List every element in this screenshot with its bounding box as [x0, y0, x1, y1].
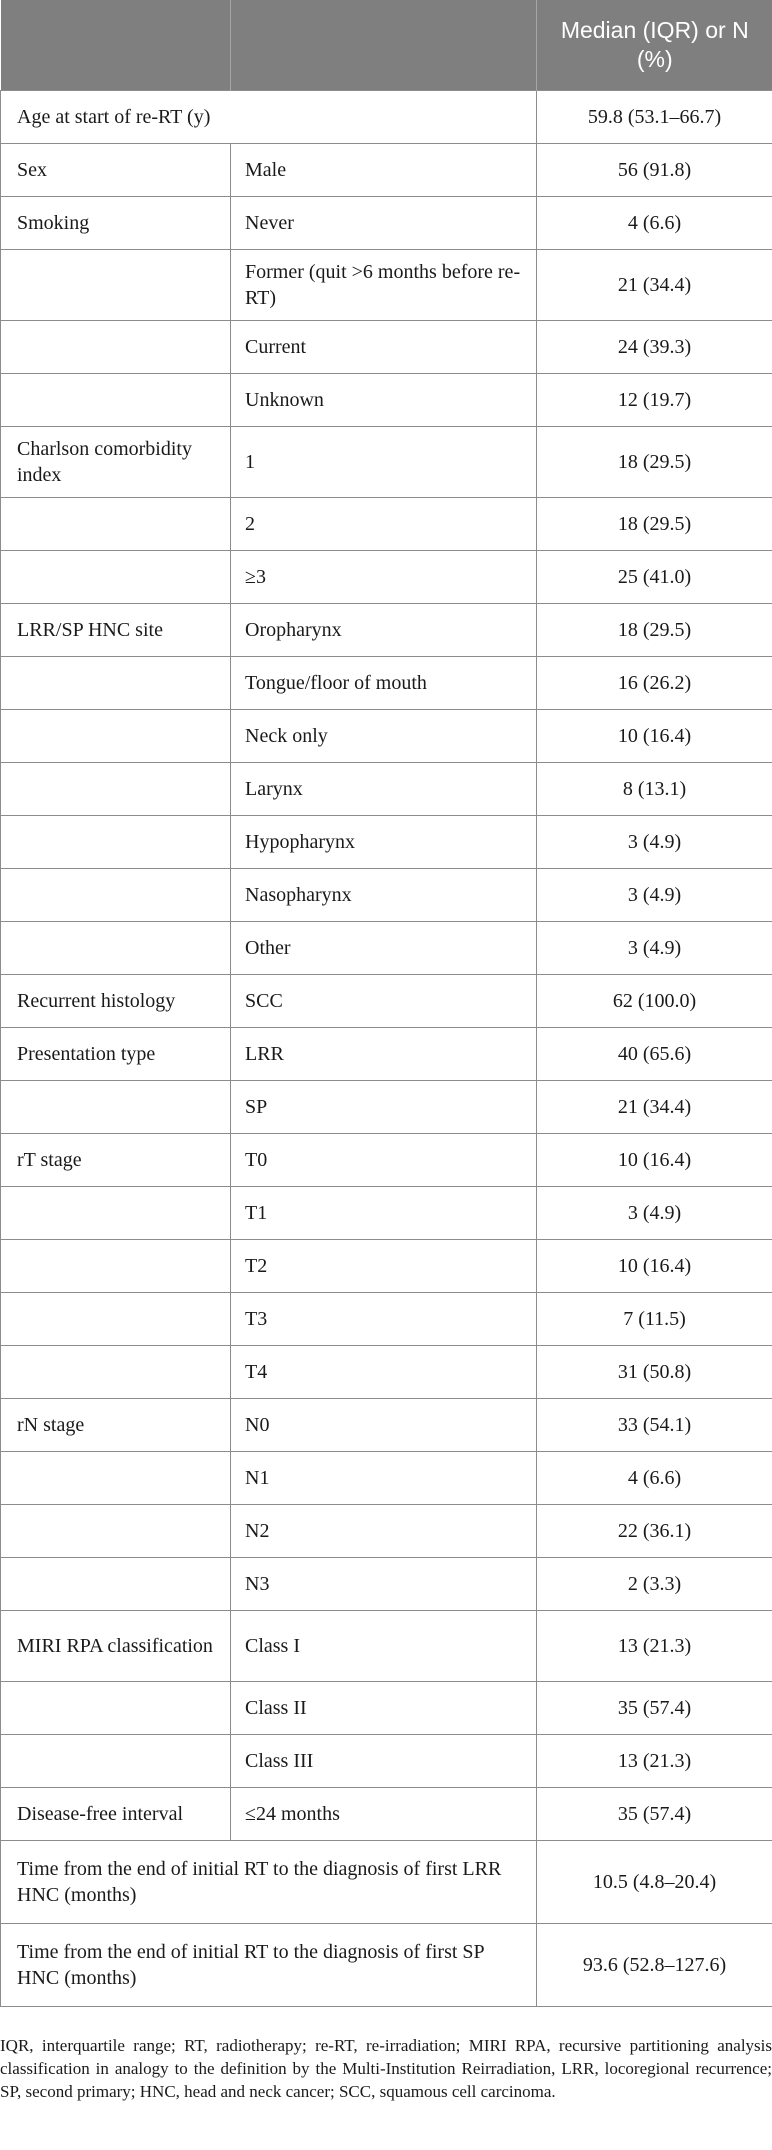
- table-row: [1, 427, 772, 498]
- row-category: SCC: [231, 975, 537, 1028]
- table-footnote: IQR, interquartile range; RT, radiotherapy; re-RT, re-irradiation; MIRI RPA, recursive partitioning analysis classification in analogy to the definition by the Multi-Institution Reirradiation, LRR, locoregional recurrence; SP, second primary; HNC, head and neck cancer; SCC, squamous cell carcinoma.: [0, 2036, 772, 2101]
- table-row: [1, 250, 772, 321]
- table-row: [1, 374, 772, 427]
- row-category: T0: [231, 1134, 537, 1187]
- row-characteristic: [1, 250, 231, 321]
- row-value: 59.8 (53.1–66.7): [537, 91, 772, 144]
- row-value: 7 (11.5): [537, 1293, 772, 1346]
- row-value: 12 (19.7): [537, 374, 772, 427]
- row-characteristic: [1, 1081, 231, 1134]
- row-value: 8 (13.1): [537, 763, 772, 816]
- row-category: Neck only: [231, 710, 537, 763]
- row-value: 35 (57.4): [537, 1682, 772, 1735]
- row-category: ≤24 months: [231, 1788, 537, 1841]
- table-row: [1, 816, 772, 869]
- table-row: [1, 1924, 772, 2007]
- row-category: 1: [231, 427, 537, 498]
- row-characteristic: [1, 551, 231, 604]
- row-characteristic: [1, 1346, 231, 1399]
- table-row: [1, 1735, 772, 1788]
- row-category: T1: [231, 1187, 537, 1240]
- row-category: Unknown: [231, 374, 537, 427]
- table-row: [1, 604, 772, 657]
- row-value: 2 (3.3): [537, 1558, 772, 1611]
- row-value: 10 (16.4): [537, 710, 772, 763]
- row-characteristic: [1, 657, 231, 710]
- row-value: 10 (16.4): [537, 1134, 772, 1187]
- table-row: [1, 1399, 772, 1452]
- row-category: Never: [231, 197, 537, 250]
- row-characteristic: Age at start of re-RT (y): [1, 91, 537, 144]
- row-category: Class III: [231, 1735, 537, 1788]
- row-value: 18 (29.5): [537, 604, 772, 657]
- row-characteristic: [1, 1452, 231, 1505]
- table-row: [1, 1558, 772, 1611]
- row-characteristic: rN stage: [1, 1399, 231, 1452]
- row-value: 35 (57.4): [537, 1788, 772, 1841]
- row-category: Male: [231, 144, 537, 197]
- row-category: Former (quit >6 months before re-RT): [231, 250, 537, 321]
- row-category: 2: [231, 498, 537, 551]
- table-row: [1, 1081, 772, 1134]
- row-category: LRR: [231, 1028, 537, 1081]
- row-category: SP: [231, 1081, 537, 1134]
- row-characteristic: rT stage: [1, 1134, 231, 1187]
- table-row: [1, 321, 772, 374]
- row-characteristic: Time from the end of initial RT to the diagnosis of first LRR HNC (months): [1, 1841, 537, 1924]
- header-cell-value: Median (IQR) or N (%): [537, 0, 772, 91]
- row-characteristic: [1, 1240, 231, 1293]
- table-row: [1, 1028, 772, 1081]
- row-value: 62 (100.0): [537, 975, 772, 1028]
- table-row: [1, 498, 772, 551]
- row-category: ≥3: [231, 551, 537, 604]
- row-characteristic: [1, 710, 231, 763]
- row-value: 3 (4.9): [537, 816, 772, 869]
- row-value: 33 (54.1): [537, 1399, 772, 1452]
- row-value: 10 (16.4): [537, 1240, 772, 1293]
- row-value: 31 (50.8): [537, 1346, 772, 1399]
- table-row: [1, 1187, 772, 1240]
- row-category: Other: [231, 922, 537, 975]
- row-characteristic: [1, 1293, 231, 1346]
- table-row: [1, 975, 772, 1028]
- table-row: [1, 551, 772, 604]
- row-value: 18 (29.5): [537, 498, 772, 551]
- row-value: 18 (29.5): [537, 427, 772, 498]
- row-value: 3 (4.9): [537, 1187, 772, 1240]
- row-category: N1: [231, 1452, 537, 1505]
- header-cell-characteristic: [1, 0, 231, 91]
- row-value: 13 (21.3): [537, 1611, 772, 1682]
- row-value: 3 (4.9): [537, 869, 772, 922]
- table-row: [1, 1346, 772, 1399]
- table-row: [1, 144, 772, 197]
- row-characteristic: Disease-free interval: [1, 1788, 231, 1841]
- row-characteristic: Charlson comorbidity index: [1, 427, 231, 498]
- table-row: [1, 1134, 772, 1187]
- row-category: N0: [231, 1399, 537, 1452]
- row-value: 4 (6.6): [537, 197, 772, 250]
- table-row: [1, 1841, 772, 1924]
- table-row: [1, 710, 772, 763]
- table-row: [1, 869, 772, 922]
- row-value: 22 (36.1): [537, 1505, 772, 1558]
- row-category: Class I: [231, 1611, 537, 1682]
- row-characteristic: [1, 498, 231, 551]
- row-value: 10.5 (4.8–20.4): [537, 1841, 772, 1924]
- row-characteristic: [1, 321, 231, 374]
- row-value: 93.6 (52.8–127.6): [537, 1924, 772, 2007]
- row-characteristic: [1, 374, 231, 427]
- table-row: [1, 922, 772, 975]
- row-category: Nasopharynx: [231, 869, 537, 922]
- table-row: [1, 1505, 772, 1558]
- row-value: 56 (91.8): [537, 144, 772, 197]
- row-value: 4 (6.6): [537, 1452, 772, 1505]
- row-characteristic: [1, 922, 231, 975]
- row-category: Oropharynx: [231, 604, 537, 657]
- row-value: 24 (39.3): [537, 321, 772, 374]
- row-value: 3 (4.9): [537, 922, 772, 975]
- row-characteristic: [1, 1735, 231, 1788]
- row-characteristic: Smoking: [1, 197, 231, 250]
- row-characteristic: Presentation type: [1, 1028, 231, 1081]
- table-row: [1, 763, 772, 816]
- table-row: [1, 91, 772, 144]
- row-characteristic: [1, 816, 231, 869]
- row-value: 13 (21.3): [537, 1735, 772, 1788]
- row-characteristic: [1, 869, 231, 922]
- row-value: 16 (26.2): [537, 657, 772, 710]
- table-row: [1, 1788, 772, 1841]
- row-category: N3: [231, 1558, 537, 1611]
- row-category: N2: [231, 1505, 537, 1558]
- row-characteristic: [1, 763, 231, 816]
- table-header: [1, 0, 772, 91]
- row-characteristic: LRR/SP HNC site: [1, 604, 231, 657]
- row-characteristic: Time from the end of initial RT to the diagnosis of first SP HNC (months): [1, 1924, 537, 2007]
- row-category: Current: [231, 321, 537, 374]
- table-row: [1, 1611, 772, 1682]
- header-cell-category: [231, 0, 537, 91]
- row-value: 25 (41.0): [537, 551, 772, 604]
- table-row: [1, 1452, 772, 1505]
- row-category: Hypopharynx: [231, 816, 537, 869]
- table-body: [1, 91, 772, 2007]
- row-characteristic: Recurrent histology: [1, 975, 231, 1028]
- header-row: [1, 0, 772, 91]
- row-characteristic: [1, 1187, 231, 1240]
- row-category: Class II: [231, 1682, 537, 1735]
- row-category: T4: [231, 1346, 537, 1399]
- row-value: 40 (65.6): [537, 1028, 772, 1081]
- table-row: [1, 1240, 772, 1293]
- row-category: T3: [231, 1293, 537, 1346]
- table-row: [1, 1293, 772, 1346]
- row-characteristic: [1, 1682, 231, 1735]
- table-row: [1, 1682, 772, 1735]
- row-value: 21 (34.4): [537, 250, 772, 321]
- table-row: [1, 657, 772, 710]
- row-category: Tongue/floor of mouth: [231, 657, 537, 710]
- row-category: T2: [231, 1240, 537, 1293]
- row-characteristic: MIRI RPA classification: [1, 1611, 231, 1682]
- row-characteristic: [1, 1558, 231, 1611]
- row-characteristic: Sex: [1, 144, 231, 197]
- row-category: Larynx: [231, 763, 537, 816]
- table-row: [1, 197, 772, 250]
- row-value: 21 (34.4): [537, 1081, 772, 1134]
- row-characteristic: [1, 1505, 231, 1558]
